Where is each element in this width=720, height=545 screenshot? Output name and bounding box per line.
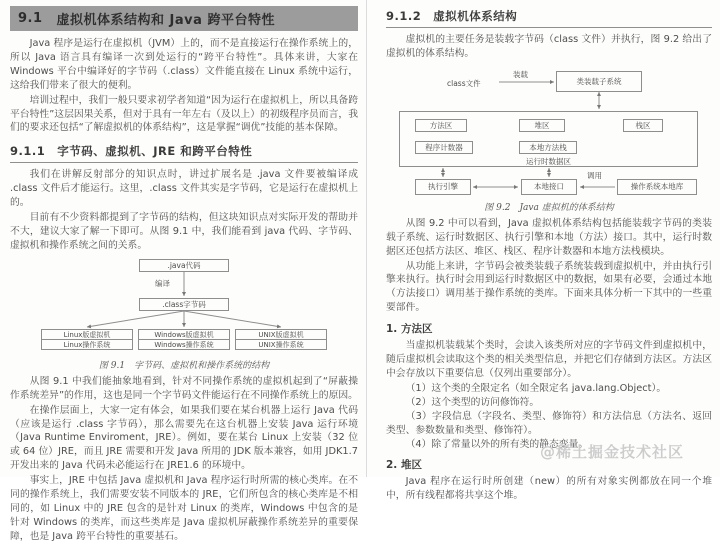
left-column — [10, 6, 358, 545]
section-9-1-header — [10, 6, 358, 31]
windows-os-box: Windows操作系统 — [138, 339, 230, 350]
paragraph: 目前有不少资料都提到了字节码的结构，但这块知识点对实际开发的帮助并不大，建议大家了解一下即可。从图 9.1 中，我们能看到 java 代码、字节码、虚拟机和操作系统之间的关系。 — [10, 212, 358, 251]
execution-engine-box: 执行引擎 — [415, 179, 471, 195]
figure-9-1 — [38, 259, 330, 355]
list-item: （3）字段信息（字段名、类型、修饰符）和方法信息（方法名、返回类型、参数数量和类型、修饰符）。 — [386, 410, 712, 436]
compile-label: 编译 — [155, 278, 170, 288]
subsection-9-1-2-title: 9.1.2 虚拟机体系结构 — [386, 8, 712, 28]
stack-area-box: 栈区 — [623, 119, 663, 132]
subsection-9-1-1-title: 9.1.1 字节码、虚拟机、JRE 和跨平台特性 — [10, 143, 358, 163]
pc-register-box: 程序计数器 — [415, 141, 473, 154]
column-divider — [366, 0, 367, 477]
watermark: @稀土掘金技术社区 — [540, 443, 685, 461]
figure-9-1-caption: 图 9.1 字节码、虚拟机和操作系统的结构 — [98, 360, 270, 371]
figure-9-2-caption: 图 9.2 Java 虚拟机的体系结构 — [484, 202, 614, 213]
native-method-stack-box: 本地方法栈 — [519, 141, 577, 154]
paragraph: 虚拟机的主要任务是装载字节码（class 文件）并执行，图 9.2 给出了虚拟机的体系结构。 — [386, 34, 712, 59]
unix-vm-box: UNIX版虚拟机 — [235, 329, 327, 340]
section-number: 9.1 — [18, 11, 43, 26]
right-column — [386, 6, 712, 504]
method-area-heading: 1. 方法区 — [386, 323, 433, 336]
paragraph: 从图 9.1 中我们能抽象地看到，针对不同操作系统的虚拟机起到了“屏蔽操作系统差异”的作用，这也是同一个字节码文件能运行在不同操作系统上的原因。 — [10, 375, 358, 401]
linux-vm-box: Linux版虚拟机 — [41, 329, 133, 340]
unix-os-box: UNIX操作系统 — [235, 339, 327, 350]
native-interface-box: 本地接口 — [521, 179, 577, 195]
paragraph: 我们在讲解反射部分的知识点时，讲过扩展名是 .java 文件要被编译成 .class 文件后才能运行。这里，.class 文件其实是字节码，它是运行在虚拟机上的。 — [10, 169, 358, 209]
method-area-box: 方法区 — [415, 119, 467, 132]
paragraph: 从功能上来讲，字节码会被类装载子系统装载到虚拟机中，并由执行引擎来执行。执行时会用到运行时数据区中的数据，如果有必要，会通过本地（方法接口）调用基于操作系统的类库。下面来具体分析一下其中的一些重要部件。 — [386, 260, 712, 314]
paragraph: Java 程序是运行在虚拟机（JVM）上的，而不是直接运行在操作系统上的，所以 Java 语言具有编译一次到处运行的“跨平台特性”。具体来讲，大家在 Windows 平台中编译好的字节码（.class）文件能直接在 Linux 系统中运行，这给我们带来了很大的便利。 — [10, 38, 358, 91]
list-item: （1）这个类的全限定名（如全限定名 java.lang.Object）。 — [405, 382, 667, 394]
os-native-lib-box: 操作系统本地库 — [617, 179, 697, 195]
linux-os-box: Linux操作系统 — [41, 339, 133, 350]
section-title: 虚拟机体系结构和 Java 跨平台特性 — [56, 13, 275, 28]
figure-9-2 — [399, 67, 699, 197]
paragraph: 从图 9.2 中可以看到，Java 虚拟机体系结构包括能装载字节码的类装载子系统、运行时数据区、执行引擎和本地（方法）接口。其中，运行时数据区还包括方法区、堆区、栈区、程序计数器和本地方法栈模块。 — [386, 217, 712, 257]
paragraph: 当虚拟机装载某个类时，会读入该类所对应的字节码文件到虚拟机中，随后虚拟机会读取这个类的相关类型信息，并把它们存储到方法区。方法区中会存放以下重要信息（仅列出重要部分）。 — [386, 340, 712, 379]
class-loader-box: 类装载子系统 — [556, 71, 642, 92]
platform-linux — [41, 329, 133, 350]
list-item: （4）除了常量以外的所有类的静态变量。 — [405, 438, 589, 450]
load-label: 装载 — [513, 69, 528, 79]
platform-unix — [235, 329, 327, 350]
heap-area-heading: 2. 堆区 — [386, 459, 422, 472]
heap-area-box: 堆区 — [519, 119, 565, 132]
paragraph: 培训过程中，我们一般只要求初学者知道“因为运行在虚拟机上，所以具备跨平台特性”这层因果关系，但对于具有一年左右（及以上）的初级程序员而言，我们的要求还包括“了解虚拟机的体系结构”，这是掌握“调优”技能的基本保障。 — [10, 94, 358, 134]
java-code-box: .java代码 — [139, 259, 229, 272]
paragraph: 在操作层面上，大家一定有体会，如果我们要在某台机器上运行 Java 代码（应该是运行 .class 字节码），那么需要先在这台机器上安装 Java 运行环境（Java Runtime Enviroment，JRE）。例如，要在某台 Linux 上安装（32 位或 64 位）JRE，而且 JRE 需要和开发 Java 所用的 JDK 版本兼容，如用 JDK1.7 开发出来的 Java 代码未必能运行在 JRE1.6 的环境中。 — [10, 404, 358, 472]
paragraph: Java 程序在运行时所创建（new）的所有对象实例都放在同一个堆中，所有线程都将共享这个堆。 — [386, 476, 712, 502]
call-label: 调用 — [587, 170, 602, 180]
platform-windows — [138, 329, 230, 350]
paragraph: 事实上，JRE 中包括 Java 虚拟机和 Java 程序运行时所需的核心类库。在不同的操作系统上，我们需要安装不同版本的 JRE，它们所包含的核心类库是不相同的，如 Linux 中的 JRE 包含的是针对 Linux 的类库，Windows 中包含的是针对 Windows 的类库，而这些类库是 Java 虚拟机屏蔽操作系统差异的重要保障，也是 Java 跨平台特性的重要基石。 — [10, 475, 358, 542]
class-file-label: class文件 — [447, 78, 481, 88]
runtime-data-area-label: 运行时数据区 — [526, 156, 571, 166]
windows-vm-box: Windows版虚拟机 — [138, 329, 230, 340]
list-item: （2）这个类型的访问修饰符。 — [405, 396, 540, 408]
class-bytecode-box: .class字节码 — [139, 298, 229, 311]
